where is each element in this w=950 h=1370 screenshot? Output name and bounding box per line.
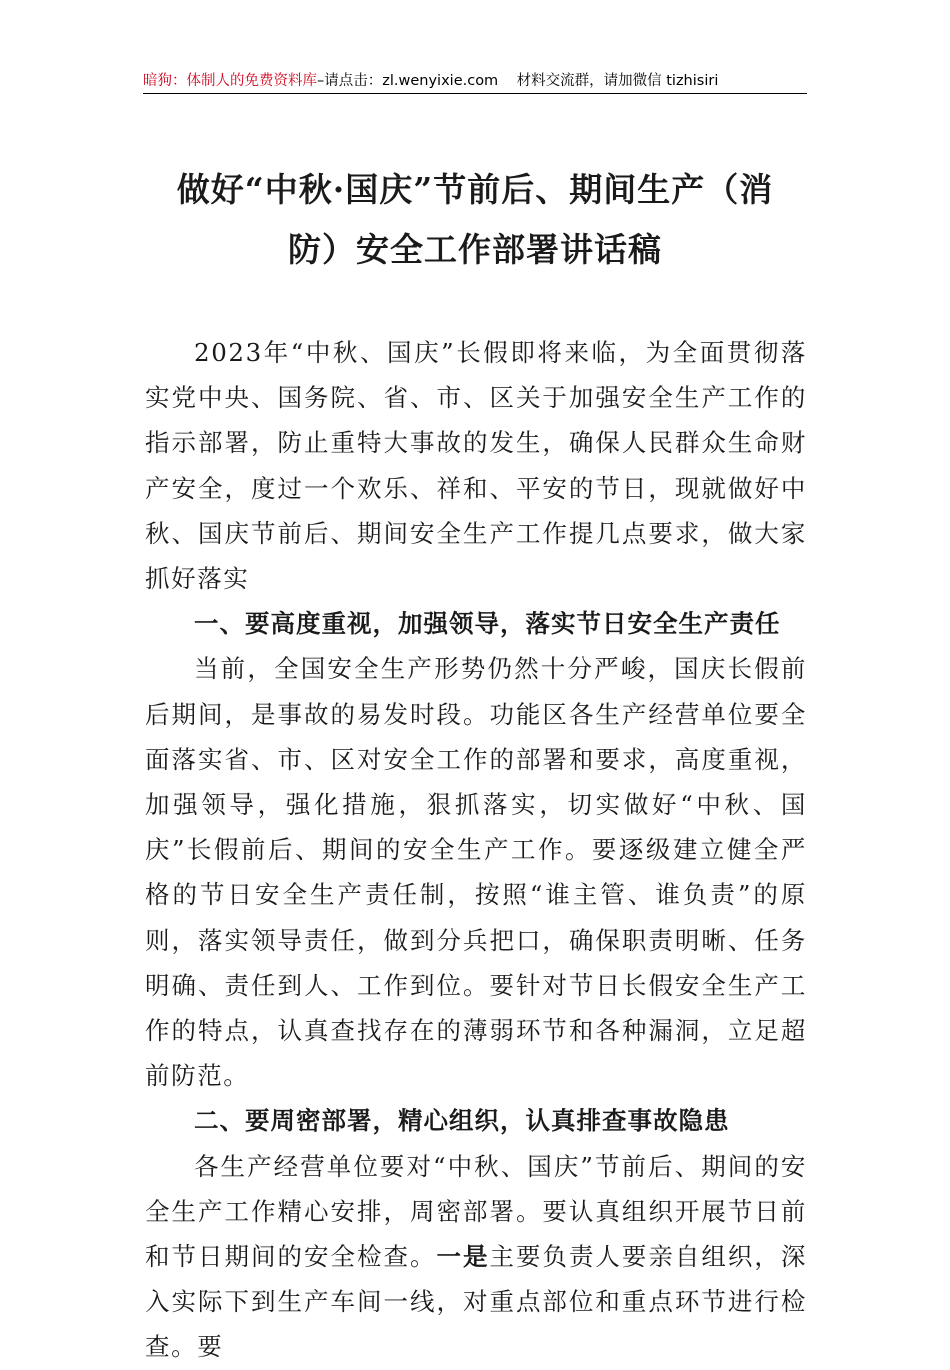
- document-title: [143, 160, 807, 280]
- section-1-paragraph: 当前，全国安全生产形势仍然十分严峻，国庆长假前后期间，是事故的易发时段。功能区各生产经营单位要全面落实省、市、区对安全工作的部署和要求，高度重视，加强领导，强化措施，狠抓落实，切实做好“中秋、国庆”长假前后、期间的安全生产工作。要逐级建立健全严格的节日安全生产责任制，按照“谁主管、谁负责”的原则，落实领导责任，做到分兵把口，确保职责明晰、任务明确、责任到人、工作到位。要针对节日长假安全生产工作的特点，认真查找存在的薄弱环节和各种漏洞，立足超前防范。: [145, 654, 807, 1091]
- section-1-heading: 一、要高度重视，加强领导，落实节日安全生产责任: [194, 609, 781, 639]
- section-2-lead: 一是: [436, 1242, 490, 1272]
- document-body: [145, 330, 807, 1370]
- header-divider: [143, 93, 807, 94]
- header-contact: 材料交流群，请加微信 tizhisiri: [516, 73, 719, 89]
- section-2-text-a: 各生产经营单位要对“中秋、国庆”节前后、期间的安全生产工作精心安排，周密部署。要认真组织开展节日前和节日期间的安全检查。: [145, 1151, 807, 1272]
- header-link-prefix: –请点击：: [317, 73, 383, 89]
- section-2-paragraph: [145, 1144, 807, 1370]
- header-brand: 暗狗：体制人的免费资料库: [143, 73, 317, 89]
- header-link[interactable]: zl.wenyixie.com: [382, 73, 499, 89]
- section-2-text-b: 主要负责人要亲自组织，深入实际下到生产车间一线，对重点部位和重点环节进行检查。要: [145, 1242, 807, 1362]
- section-2-heading: 二、要周密部署，精心组织，认真排查事故隐患: [194, 1106, 730, 1136]
- page-header: [143, 70, 807, 92]
- title-line-1: 做好“中秋·国庆”节前后、期间生产（消: [176, 170, 774, 209]
- intro-paragraph: 2023年“中秋、国庆”长假即将来临，为全面贯彻落实党中央、国务院、省、市、区关于加强安全生产工作的指示部署，防止重特大事故的发生，确保人民群众生命财产安全，度过一个欢乐、祥和、平安的节日，现就做好中秋、国庆节前后、期间安全生产工作提几点要求，做大家抓好落实: [145, 338, 807, 594]
- title-line-2: 防）安全工作部署讲话稿: [288, 230, 662, 269]
